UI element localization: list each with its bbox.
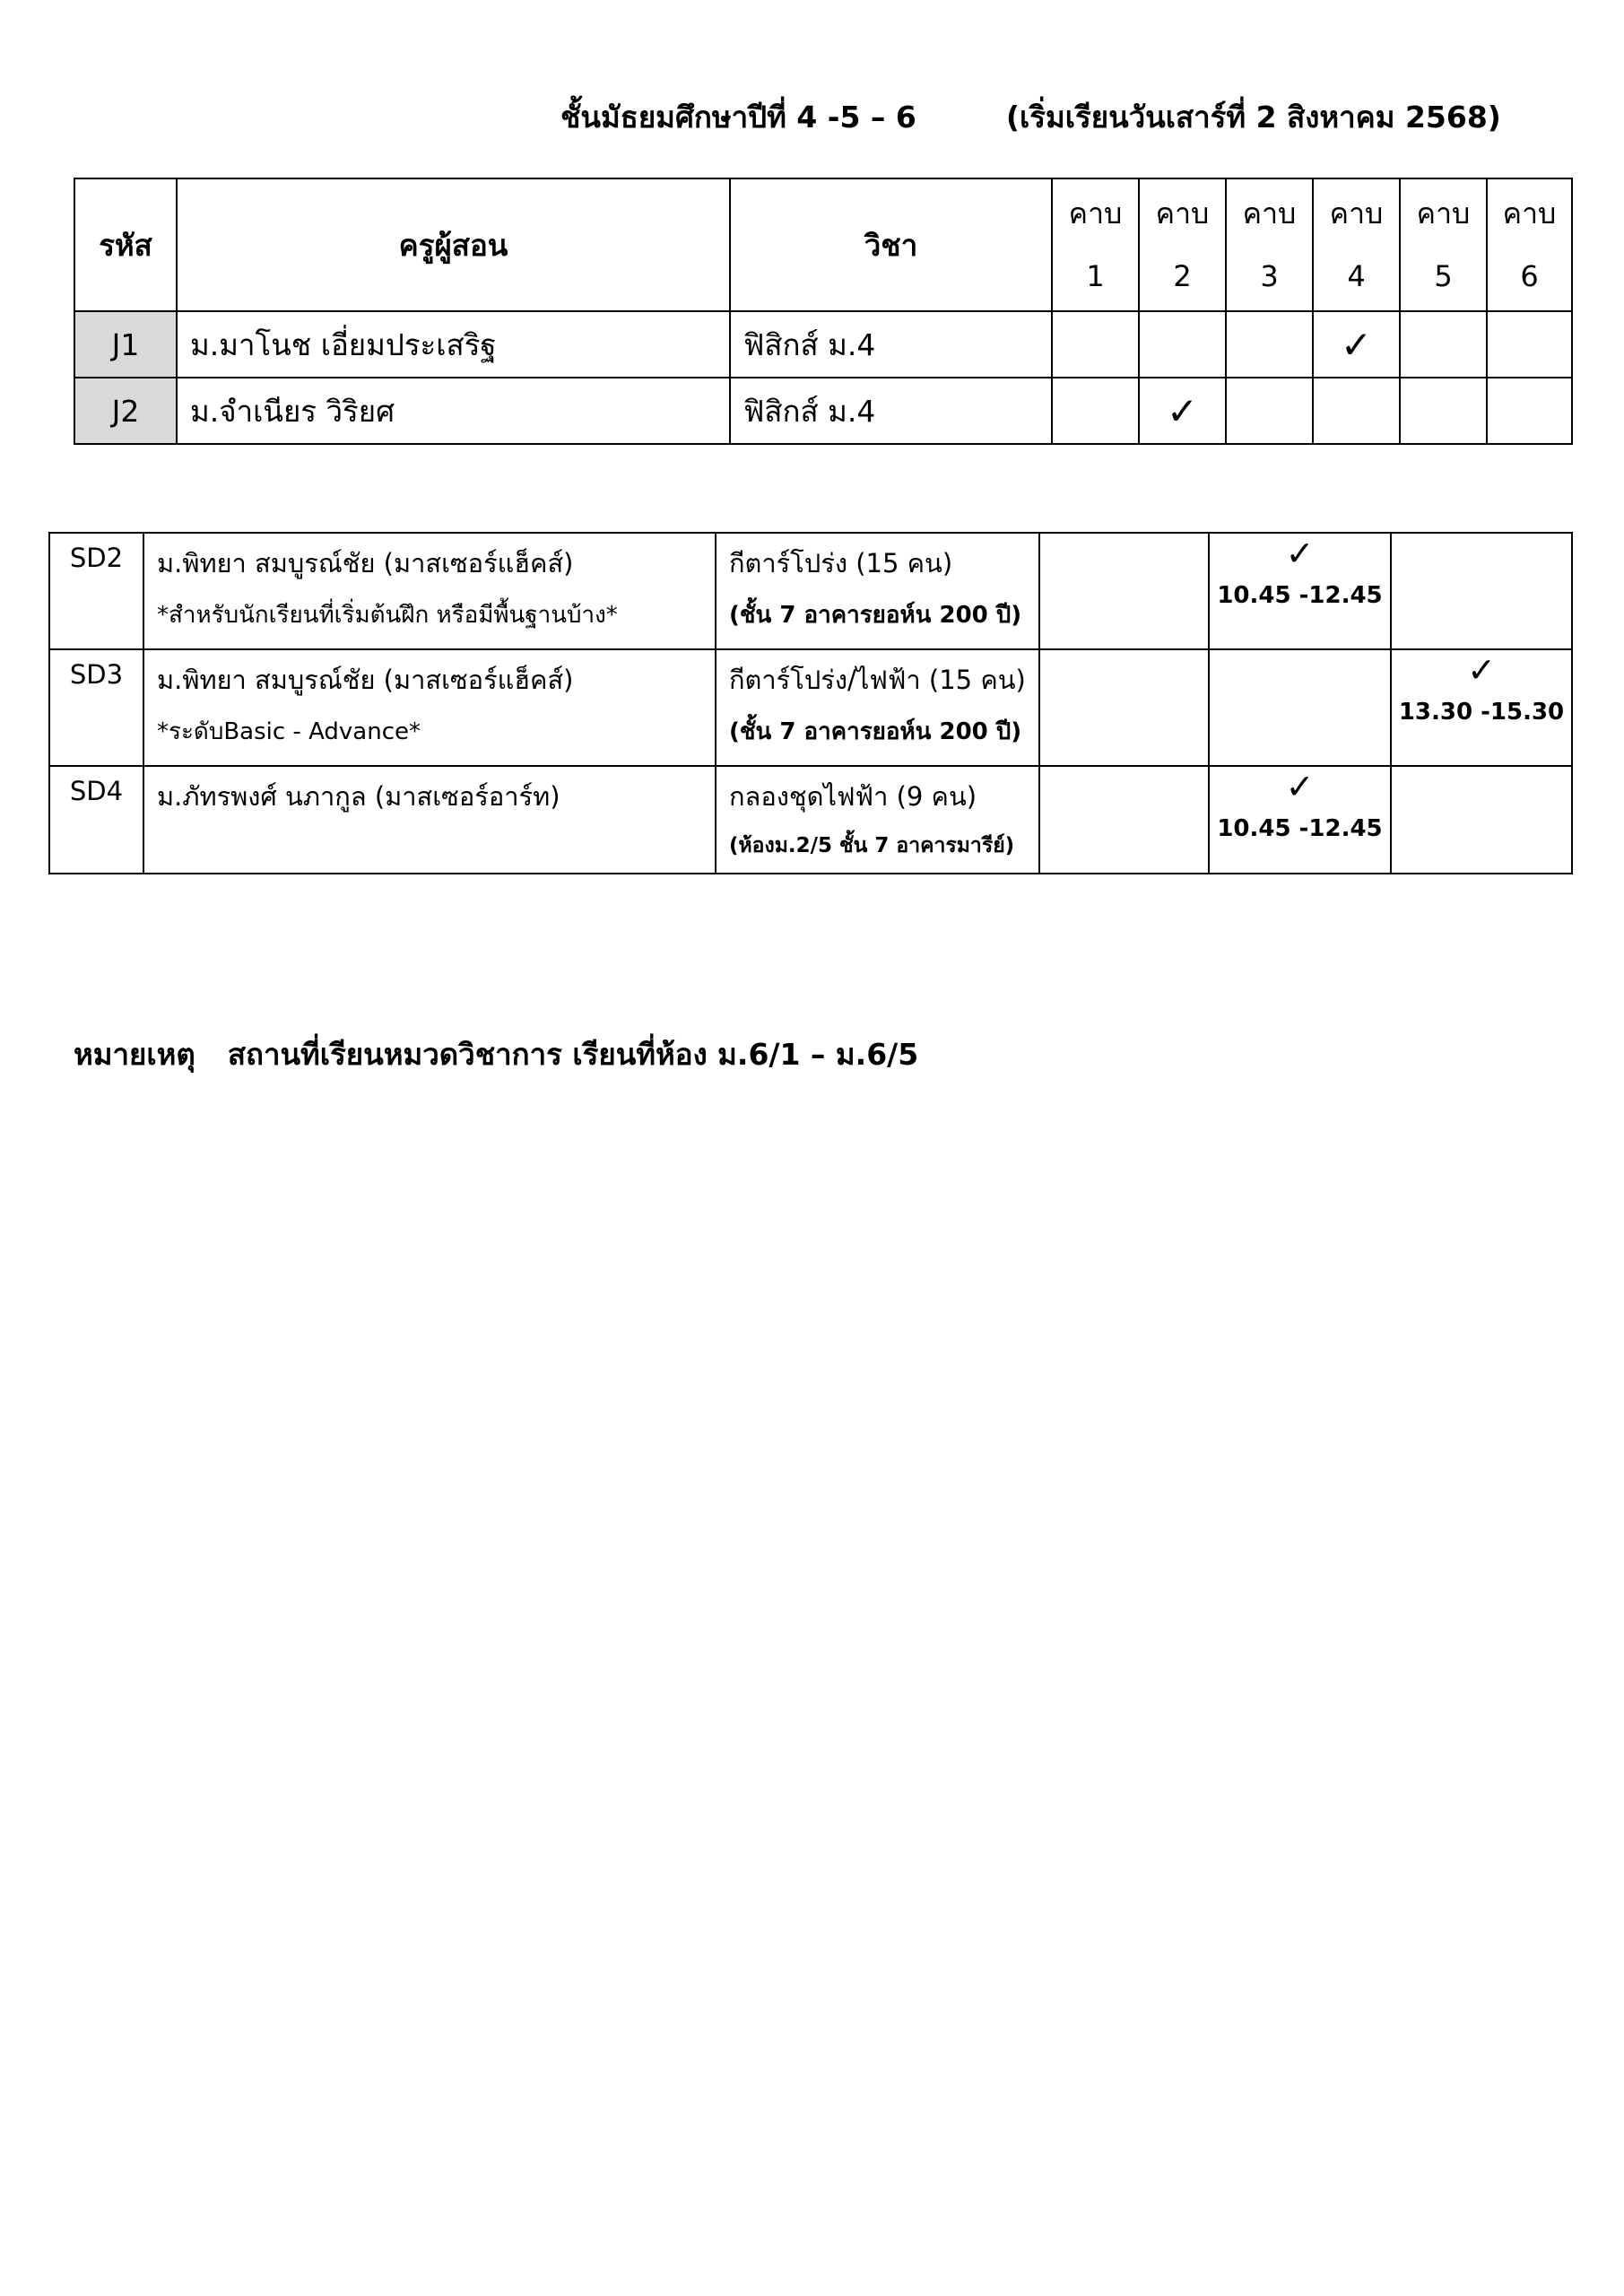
page-heading: [560, 90, 1592, 144]
slot-1-cell: [1039, 766, 1209, 874]
row-teacher: ม.ภัทรพงศ์ นภากูล (มาสเซอร์อาร์ท): [157, 781, 560, 812]
start-date-text: (เริ่มเรียนวันเสาร์ที่ 2 สิงหาคม 2568): [1005, 99, 1501, 135]
table-row: [49, 649, 1572, 766]
slot-1-cell: [1039, 649, 1209, 766]
row-teacher: ม.มาโนช เอี่ยมประเสริฐ: [177, 311, 730, 378]
check-icon: ✓: [1467, 650, 1496, 690]
table-row: [49, 766, 1572, 874]
row-location: (ชั้น 7 อาคารยอห์น 200 ปี): [729, 718, 1022, 745]
slot-3-cell: [1391, 649, 1572, 766]
check-icon: ✓: [1285, 534, 1315, 573]
header-period-2: คาบ 2: [1139, 178, 1226, 311]
row-location: (ชั้น 7 อาคารยอห์น 200 ปี): [729, 602, 1022, 629]
row-subject: กีตาร์โปร่ง/ไฟฟ้า (15 คน): [729, 665, 1026, 695]
period-6-mark: [1487, 378, 1572, 444]
footnote-text: สถานที่เรียนหมวดวิชาการ เรียนที่ห้อง ม.6/1 – ม.6/5: [227, 1036, 919, 1072]
row-subject-cell: [716, 533, 1039, 649]
footnote: [74, 1031, 1150, 1076]
row-subject: กลองชุดไฟฟ้า (9 คน): [729, 781, 977, 812]
header-period-6: คาบ 6: [1487, 178, 1572, 311]
period-1-mark: [1052, 311, 1139, 378]
slot-3-cell: [1391, 533, 1572, 649]
row-teacher: ม.พิทยา สมบูรณ์ชัย (มาสเซอร์แฮ็คส์): [157, 665, 574, 695]
period-2-mark: [1139, 311, 1226, 378]
row-subject: ฟิสิกส์ ม.4: [730, 311, 1052, 378]
slot-2-cell: [1209, 766, 1391, 874]
table-row: [74, 311, 1572, 378]
row-teacher: ม.จำเนียร วิริยศ: [177, 378, 730, 444]
row-subject: ฟิสิกส์ ม.4: [730, 378, 1052, 444]
row-teacher-cell: [143, 533, 716, 649]
row-code: SD4: [49, 766, 143, 874]
header-period-1: คาบ 1: [1052, 178, 1139, 311]
period-5-mark: [1400, 378, 1487, 444]
row-teacher-note: *ระดับBasic - Advance*: [157, 718, 421, 745]
row-teacher-note: *สำหรับนักเรียนที่เริ่มต้นฝึก หรือมีพื้นฐานบ้าง*: [157, 602, 618, 629]
row-code: SD2: [49, 533, 143, 649]
header-subject: วิชา: [730, 178, 1052, 311]
header-period-5: คาบ 5: [1400, 178, 1487, 311]
slot-time: 13.30 -15.30: [1398, 699, 1565, 726]
schedule-table-music: [48, 532, 1573, 874]
table-header-row: [74, 178, 1572, 311]
slot-2-cell: [1209, 649, 1391, 766]
table-row: [74, 378, 1572, 444]
slot-2-cell: [1209, 533, 1391, 649]
header-period-3: คาบ 3: [1226, 178, 1313, 311]
slot-time: 10.45 -12.45: [1217, 815, 1383, 842]
period-2-mark: ✓: [1139, 378, 1226, 444]
header-teacher: ครูผู้สอน: [177, 178, 730, 311]
row-location: (ห้องม.2/5 ชั้น 7 อาคารมารีย์): [729, 834, 1015, 857]
footnote-label: หมายเหตุ: [74, 1036, 195, 1072]
table-row: [49, 533, 1572, 649]
grade-level-title: ชั้นมัธยมศึกษาปีที่ 4 -5 – 6: [560, 99, 916, 135]
row-teacher-cell: [143, 766, 716, 874]
row-subject-cell: [716, 766, 1039, 874]
row-subject-cell: [716, 649, 1039, 766]
header-period-4: คาบ 4: [1313, 178, 1400, 311]
period-3-mark: [1226, 311, 1313, 378]
period-6-mark: [1487, 311, 1572, 378]
slot-3-cell: [1391, 766, 1572, 874]
check-icon: ✓: [1285, 767, 1315, 806]
row-code: J1: [74, 311, 177, 378]
period-3-mark: [1226, 378, 1313, 444]
period-4-mark: ✓: [1313, 311, 1400, 378]
row-teacher-cell: [143, 649, 716, 766]
row-teacher: ม.พิทยา สมบูรณ์ชัย (มาสเซอร์แฮ็คส์): [157, 548, 574, 578]
row-code: J2: [74, 378, 177, 444]
period-4-mark: [1313, 378, 1400, 444]
header-code: รหัส: [74, 178, 177, 311]
slot-time: 10.45 -12.45: [1217, 582, 1383, 609]
period-1-mark: [1052, 378, 1139, 444]
slot-1-cell: [1039, 533, 1209, 649]
schedule-table-academic: [74, 178, 1573, 445]
row-code: SD3: [49, 649, 143, 766]
period-5-mark: [1400, 311, 1487, 378]
row-subject: กีตาร์โปร่ง (15 คน): [729, 548, 953, 578]
